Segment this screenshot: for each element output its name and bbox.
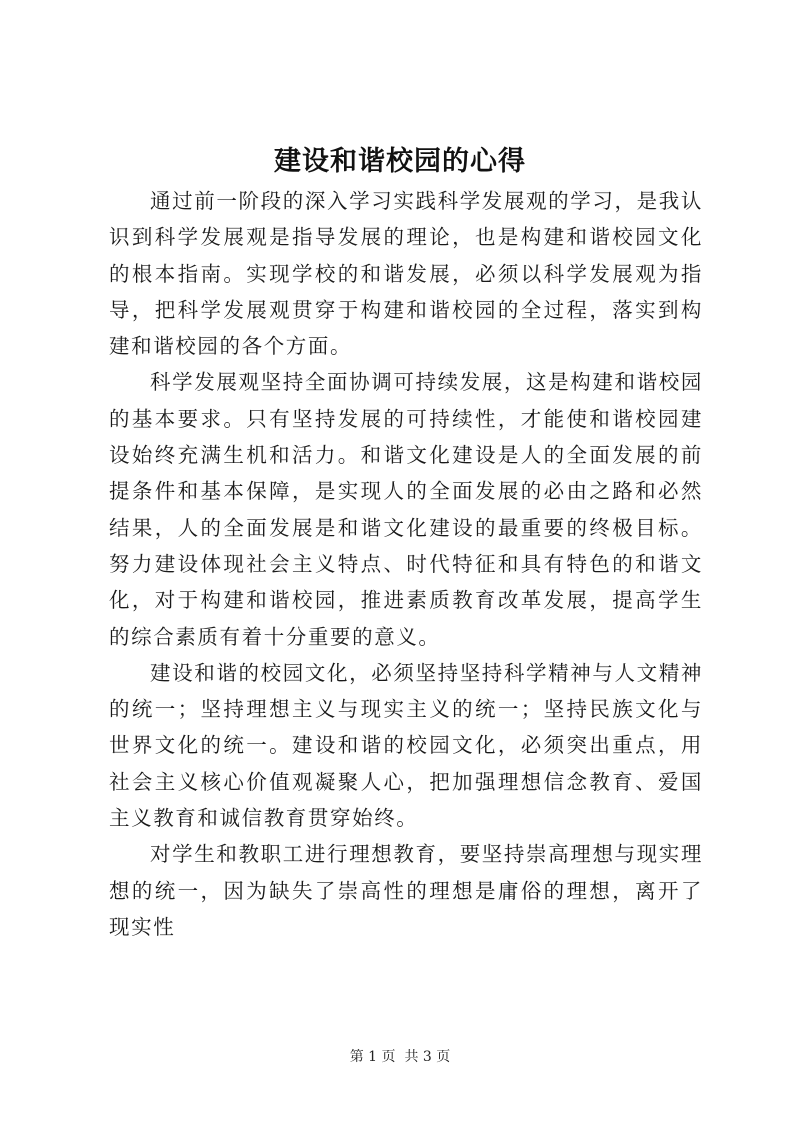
paragraph-4: 对学生和教职工进行理想教育，要坚持崇高理想与现实理想的统一，因为缺失了崇高性的理想是庸俗的理想，离开了现实性 [109, 842, 703, 939]
document-body [109, 183, 703, 945]
page-footer [0, 1047, 800, 1067]
page-number-label: 第 1 页 共 3 页 [349, 1049, 451, 1065]
document-title: 建设和谐校园的心得 [274, 146, 526, 177]
paragraph-1: 通过前一阶段的深入学习实践科学发展观的学习，是我认识到科学发展观是指导发展的理论，也是构建和谐校园文化的根本指南。实现学校的和谐发展，必须以科学发展观为指导，把科学发展观贯穿于构建和谐校园的全过程，落实到构建和谐校园的各个方面。 [109, 189, 703, 359]
paragraph-2: 科学发展观坚持全面协调可持续发展，这是构建和谐校园的基本要求。只有坚持发展的可持续性，才能使和谐校园建设始终充满生机和活力。和谐文化建设是人的全面发展的前提条件和基本保障，是实现人的全面发展的必由之路和必然结果，人的全面发展是和谐文化建设的最重要的终极目标。努力建设体现社会主义特点、时代特征和具有特色的和谐文化，对于构建和谐校园，推进素质教育改革发展，提高学生的综合素质有着十分重要的意义。 [109, 370, 703, 649]
paragraph-3: 建设和谐的校园文化，必须坚持坚持科学精神与人文精神的统一；坚持理想主义与现实主义的统一；坚持民族文化与世界文化的统一。建设和谐的校园文化，必须突出重点，用社会主义核心价值观凝聚人心，把加强理想信念教育、爱国主义教育和诚信教育贯穿始终。 [109, 660, 703, 831]
